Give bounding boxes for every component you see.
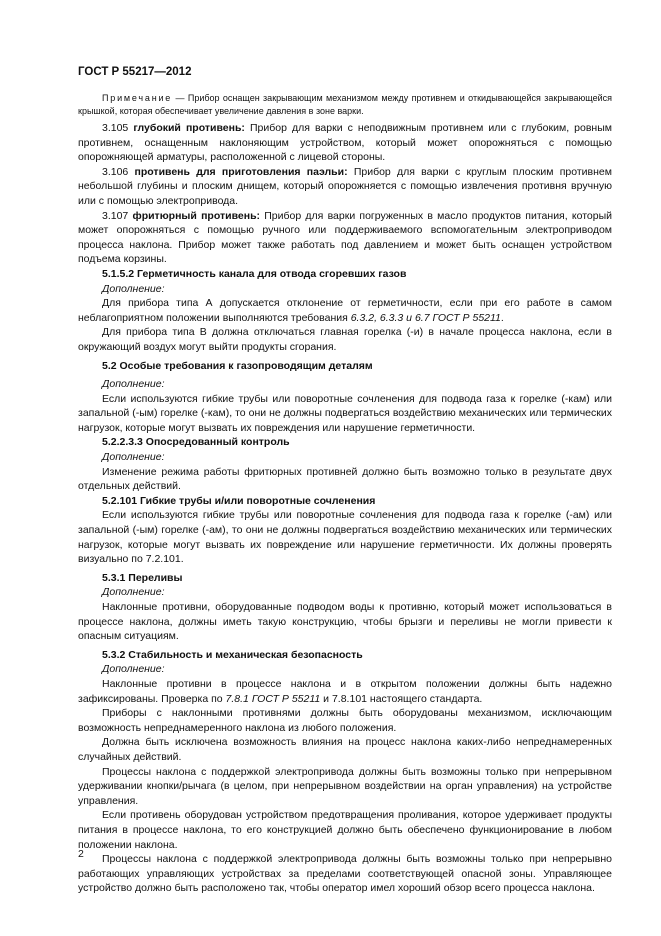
section-heading-532: 5.3.2 Стабильность и механическая безопасность — [102, 648, 363, 661]
paragraph: Для прибора типа В должна отключаться главная горелка (-и) в начале процесса наклона, если в окружающий воздух могут выйти продукты сгорания. — [78, 326, 612, 353]
section-heading-52: 5.2 Особые требования к газопроводящим деталям — [102, 359, 373, 372]
term-number: 3.107 — [102, 209, 133, 222]
section-heading-531: 5.3.1 Переливы — [102, 571, 183, 584]
page-number: 2 — [78, 848, 84, 860]
term-title: глубокий противень: — [133, 122, 245, 134]
paragraph — [78, 296, 612, 325]
document-body — [78, 92, 612, 896]
addition-label: Дополнение: — [102, 282, 165, 295]
note-text: — Прибор оснащен закрывающим механизмом между противнем и откидывающейся закрывающейся крышкой, которая обеспечивает увеличение давления в зоне варки. — [78, 93, 612, 116]
term-3107 — [78, 209, 612, 267]
section-heading-5152: 5.1.5.2 Герметичность канала для отвода сгоревших газов — [102, 267, 407, 280]
term-3105 — [78, 121, 612, 165]
term-number: 3.105 — [102, 122, 134, 134]
addition-label: Дополнение: — [102, 378, 165, 391]
paragraph: Должна быть исключена возможность влияния на процесс наклона каких-либо непреднамеренных случайных действий. — [78, 736, 612, 763]
document-header: ГОСТ Р 55217—2012 — [78, 66, 192, 78]
paragraph — [78, 677, 612, 706]
term-title: противень для приготовления паэльи: — [134, 165, 348, 178]
text: . — [500, 311, 504, 324]
term-definition: Прибор для варки погруженных в масло продуктов питания, который может опорожняться с помощью ручного или поддерживаемого вспомогательным электроприводом процесса наклона. Прибор может также работать под давлением и может быть оснащен устройством подъема корзины. — [78, 209, 612, 266]
paragraph: Приборы с наклонными противнями должны быть оборудованы механизмом, исключающим возможность непреднамеренного наклона из любого положения. — [78, 707, 612, 734]
addition-label: Дополнение: — [102, 451, 165, 464]
note-paragraph — [78, 92, 612, 118]
paragraph: Процессы наклона с поддержкой электропривода должны быть возможны только при непрерывно работающих управляющих устройствах за пределами соответствующей опасной зоны. Управляющее устройство должно быть расположено так, чтобы оператор имел хороший обзор всего процесса наклона. — [78, 853, 612, 895]
paragraph: Изменение режима работы фритюрных противней должно быть возможно только в результате двух отдельных действий. — [78, 465, 612, 493]
term-3106 — [78, 165, 612, 209]
term-definition: Прибор для варки с неподвижным противнем или с глубоким, ровным противнем, оснащенным наклоняющим устройством, который может опорожняться с помощью опорожняющей арматуры, расположенной с лицевой стороны. — [78, 122, 612, 164]
text: и — [403, 311, 415, 324]
note-label: Примечание — [102, 93, 173, 103]
paragraph: Процессы наклона с поддержкой электропривода должны быть возможны только при непрерывном удерживании кнопки/рычага (в целом, при непрерывном воздействии на орган управления) на устройстве управления. — [78, 765, 612, 807]
reference: 6.7 ГОСТ Р 55211 — [414, 311, 501, 324]
text: Наклонные противни в процессе наклона и в открытом положении должны быть надежно зафиксированы. Проверка по — [78, 677, 612, 705]
text: и 7.8.101 настоящего стандарта. — [320, 692, 483, 705]
reference: 6.3.2, 6.3.3 — [350, 311, 404, 324]
section-heading-52101: 5.2.101 Гибкие трубы и/или поворотные сочленения — [102, 494, 376, 507]
term-definition: Прибор для варки с круглым плоским противнем небольшой глубины и плоским днищем, который опорожняется с помощью извлечения противня вручную или с помощью электропривода. — [78, 165, 612, 207]
reference: 7.8.1 ГОСТ Р 55211 — [225, 692, 321, 705]
term-title: фритюрный противень: — [132, 209, 261, 222]
section-heading-5233: 5.2.2.3.3 Опосредованный контроль — [102, 436, 290, 449]
paragraph: Если противень оборудован устройством предотвращения проливания, которое удерживает продукты питания в процессе наклона, то его конструкцией должно быть обеспечено функционирование в любом положении наклона. — [78, 809, 612, 851]
addition-label: Дополнение: — [102, 663, 165, 676]
text: Для прибора типа А допускается отклонение от герметичности, если при его работе в самом неблагоприятном положении выполняются требования — [78, 297, 612, 324]
paragraph: Наклонные противни, оборудованные подводом воды к противню, который может использоваться в процессе наклона, должны иметь такую конструкцию, чтобы брызги и переливы не могли привести к опасным ситуациям. — [78, 601, 612, 643]
paragraph: Если используются гибкие трубы или поворотные сочленения для подвода газа к горелке (-ам) или запальной (-ым) горелке (-ам), то они не должны подвергаться воздействию механических или термических нагрузок, которые могут вызвать их повреждение или нарушение герметичности. Их должны проверять визуально по 7.2.101. — [78, 509, 612, 566]
term-number: 3.106 — [102, 165, 135, 178]
paragraph: Если используются гибкие трубы или поворотные сочленения для подвода газа к горелке (-кам) или запальной (-ым) горелке (-кам), то они не должны подвергаться воздействию механических или термических нагрузок, которые могут вызвать их повреждения или нарушение герметичности. — [78, 392, 612, 434]
addition-label: Дополнение: — [102, 586, 165, 599]
